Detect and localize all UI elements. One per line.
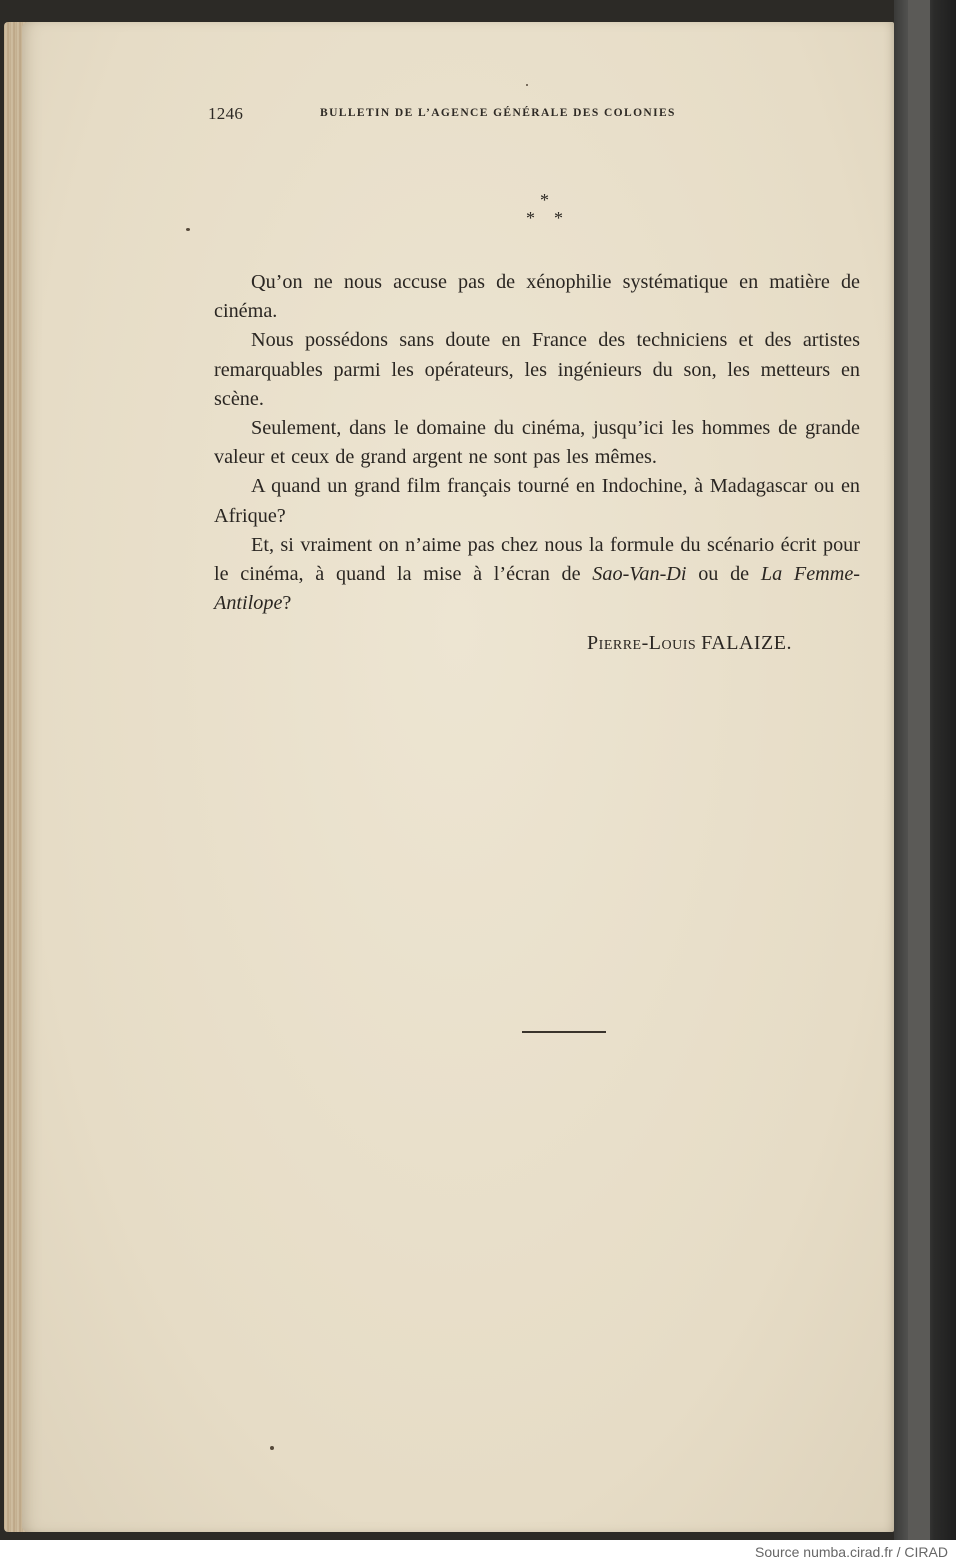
paragraph-3: Seulement, dans le domaine du cinéma, jusqu’ici les hommes de grande valeur et ceux de grand argent ne sont pas les mêmes. xyxy=(214,417,860,469)
asterism-star-right: * xyxy=(554,208,563,228)
paper-speck xyxy=(526,84,528,86)
page-number: 1246 xyxy=(208,104,244,123)
paper-speck xyxy=(186,228,190,231)
book-page xyxy=(22,22,894,1532)
binding-cover xyxy=(908,0,930,1540)
author-first-names: Pierre-Louis xyxy=(587,632,697,654)
paragraph-1: Qu’on ne nous accuse pas de xénophilie systématique en matière de cinéma. xyxy=(214,271,860,323)
author-signature xyxy=(587,632,792,655)
header-title: BULLETIN DE L’AGENCE GÉNÉRALE DES COLONIES xyxy=(320,107,676,119)
author-last-name: FALAIZE. xyxy=(701,632,792,654)
paragraph-4: A quand un grand film français tourné en Indochine, à Madagascar ou en Afrique? xyxy=(214,475,860,527)
binding-strip xyxy=(894,0,956,1540)
running-header xyxy=(208,104,778,126)
paragraph-2: Nous possédons sans doute en France des techniciens et des artistes remarquables parmi les opérateurs, les ingénieurs du son, les metteurs en scène. xyxy=(214,329,860,410)
article-body xyxy=(214,268,860,618)
paragraph-5-text: Et, si vraiment on n’aime pas chez nous la formule du scénario écrit pour le cinéma, à quand la mise à l’écran de xyxy=(214,533,860,586)
film-title-femme-antilope: La Femme-Antilope xyxy=(214,563,861,615)
paragraph-5-middle: ou de xyxy=(686,563,761,586)
source-credit: Source numba.cirad.fr / CIRAD xyxy=(755,1544,948,1560)
asterism-ornament xyxy=(512,190,592,240)
asterism-star-top: * xyxy=(540,190,549,210)
paragraph-5-end: ? xyxy=(282,592,292,615)
asterism-star-left: * xyxy=(526,208,535,228)
closing-rule xyxy=(522,1031,606,1033)
paper-speck xyxy=(270,1446,274,1450)
paragraph-5 xyxy=(214,531,860,619)
film-title-sao-van-di: Sao-Van-Di xyxy=(592,563,687,586)
